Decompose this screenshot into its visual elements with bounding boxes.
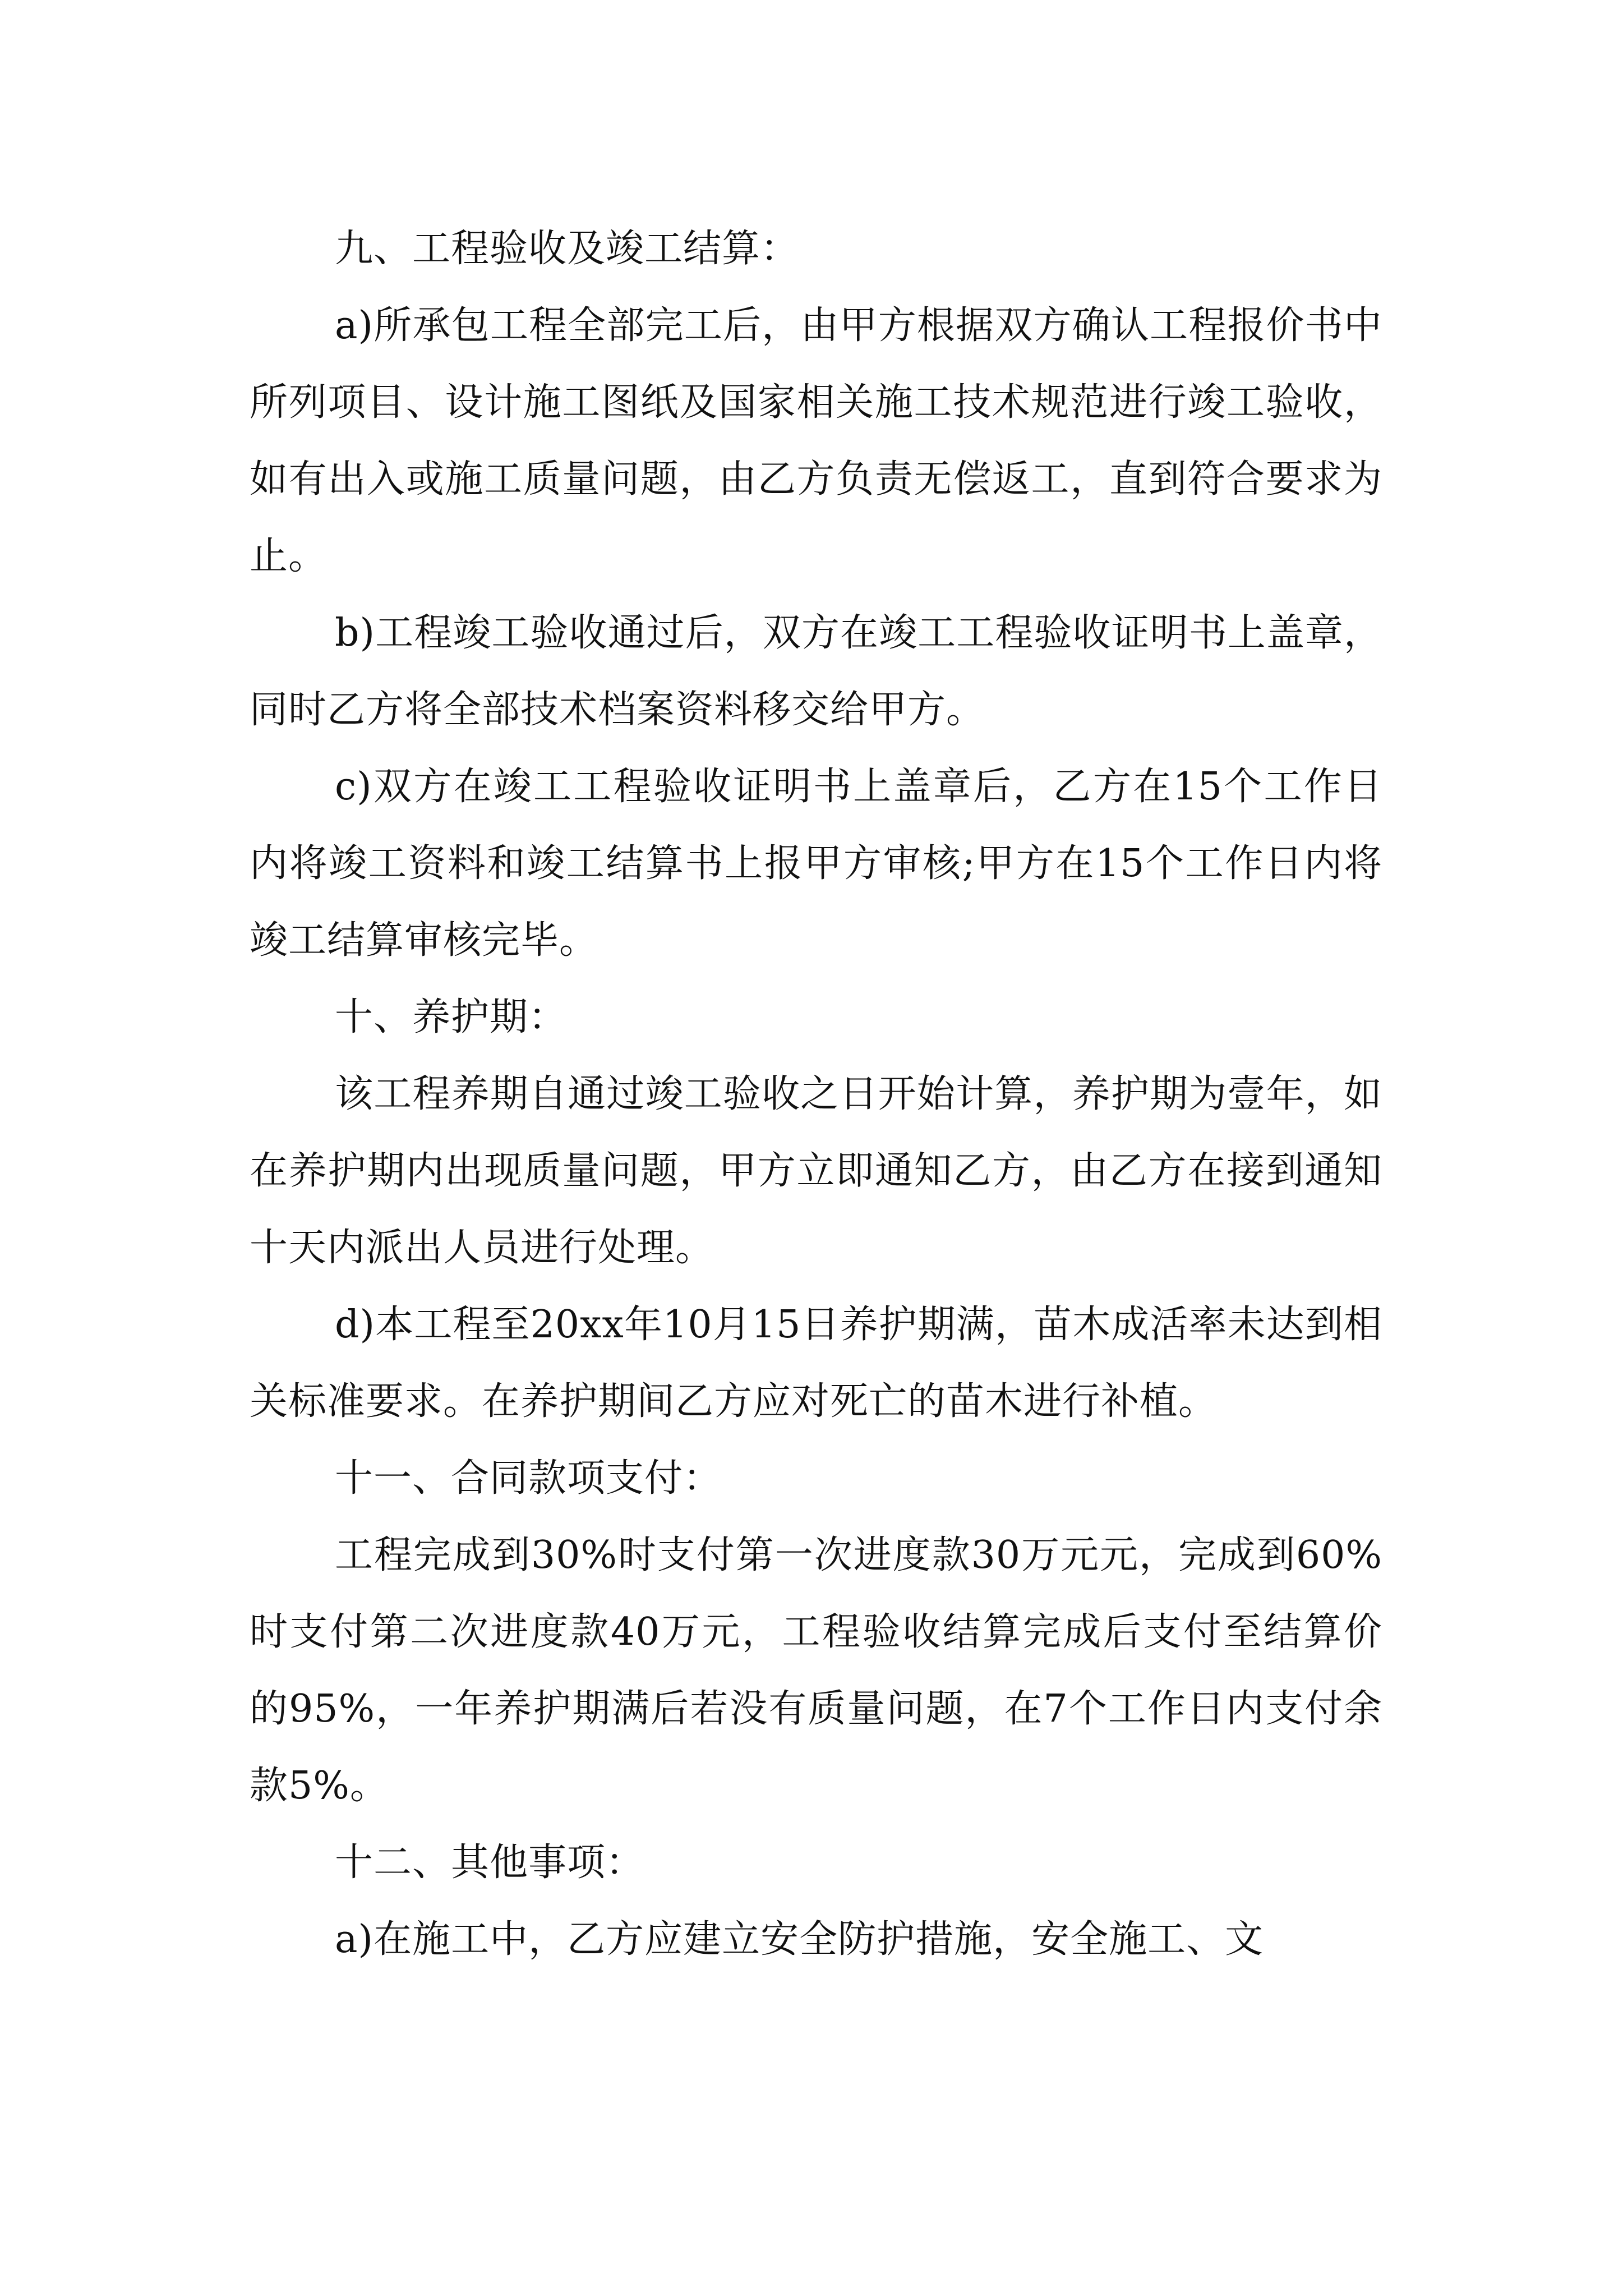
section-heading-payment: 十一、合同款项支付： — [335, 1456, 722, 1501]
paragraph-acceptance-b: b)工程竣工验收通过后，双方在竣工工程验收证明书上盖章，同时乙方将全部技术档案资料移交给甲方。 — [250, 611, 1382, 732]
paragraph-maintenance: 该工程养期自通过竣工验收之日开始计算，养护期为壹年，如在养护期内出现质量问题，甲方立即通知乙方，由乙方在接到通知十天内派出人员进行处理。 — [250, 1072, 1382, 1270]
paragraph-other-a: a)在施工中，乙方应建立安全防护措施，安全施工、文 — [335, 1917, 1264, 1962]
section-heading-maintenance: 十、养护期： — [335, 995, 568, 1039]
section-heading-other: 十二、其他事项： — [335, 1841, 645, 1885]
paragraph-acceptance-a: a)所承包工程全部完工后，由甲方根据双方确认工程报价书中所列项目、设计施工图纸及国家相关施工技术规范进行竣工验收，如有出入或施工质量问题，由乙方负责无偿返工，直到符合要求为止。 — [250, 303, 1382, 578]
document-body — [250, 210, 1382, 1978]
section-heading-acceptance: 九、工程验收及竣工结算： — [335, 227, 800, 271]
paragraph-payment: 工程完成到30%时支付第一次进度款30万元元，完成到60%时支付第二次进度款40万元，工程验收结算完成后支付至结算价的95%，一年养护期满后若没有质量问题，在7个工作日内支付余款5%。 — [250, 1533, 1382, 1808]
paragraph-maintenance-d: d)本工程至20xx年10月15日养护期满，苗木成活率未达到相关标准要求。在养护期间乙方应对死亡的苗木进行补植。 — [250, 1303, 1382, 1424]
paragraph-acceptance-c: c)双方在竣工工程验收证明书上盖章后，乙方在15个工作日内将竣工资料和竣工结算书上报甲方审核;甲方在15个工作日内将竣工结算审核完毕。 — [250, 765, 1382, 963]
